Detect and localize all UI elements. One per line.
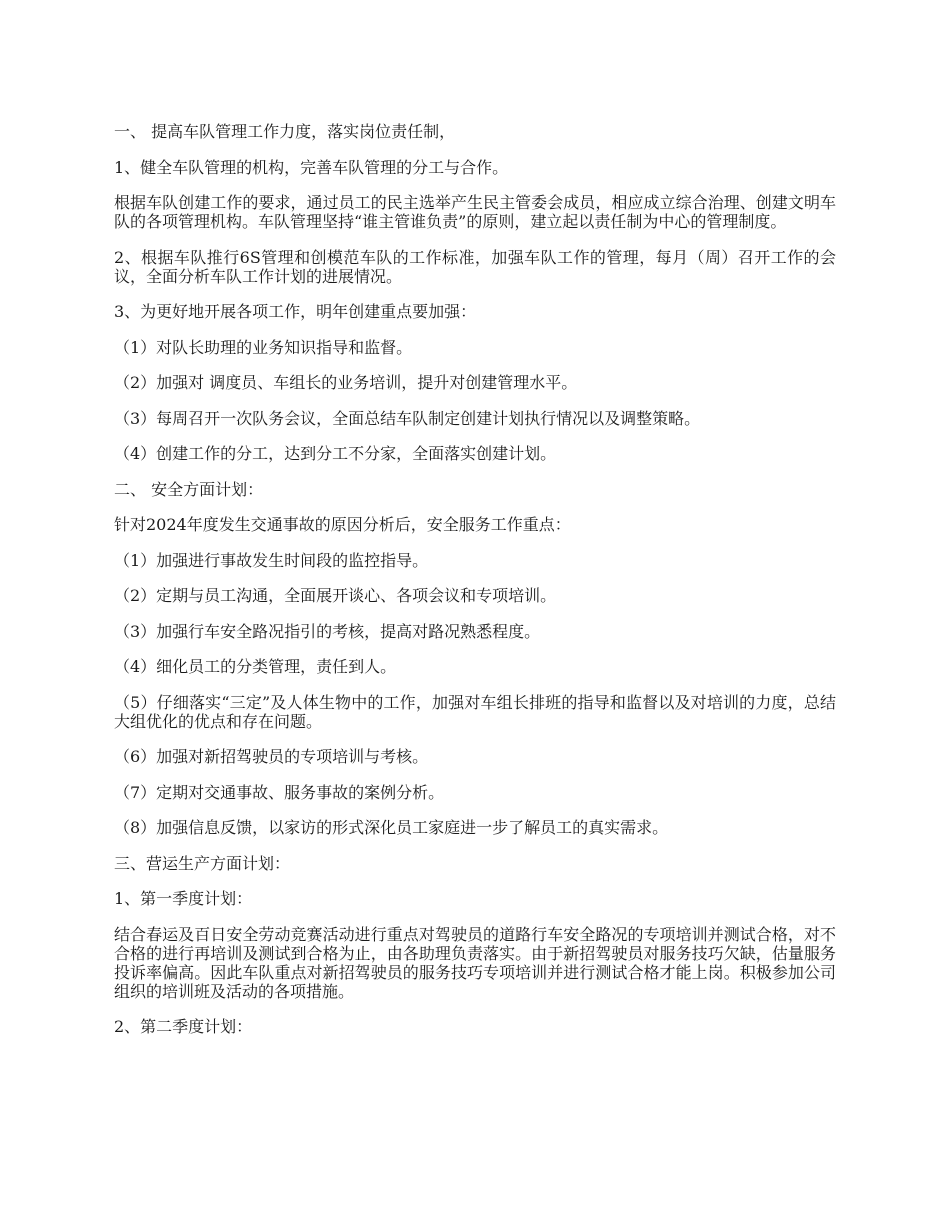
sub-heading-q2: 2、第二季度计划： [114,1017,253,1036]
item-3-heading: 3、为更好地开展各项工作，明年创建重点要加强： [114,302,477,321]
list-item: （1）对队长助理的业务知识指导和监督。 [114,337,413,357]
list-item: （3）每周召开一次队务会议，全面总结车队制定创建计划执行情况以及调整策略。 [114,408,701,428]
list-item: （7）定期对交通事故、服务事故的案例分析。 [114,782,445,802]
section-heading-3: 三、营运生产方面计划： [114,853,291,873]
list-item: （2）加强对 调度员、车组长的业务培训，提升对创建管理水平。 [114,373,578,392]
section-heading-1: 一、 提高车队管理工作力度，落实岗位责任制， [114,122,456,141]
list-item: （2）定期与员工沟通，全面展开谈心、各项会议和专项培训。 [114,586,557,605]
body-paragraph: 根据车队创建工作的要求，通过员工的民主选举产生民主管委会成员，相应成立综合治理、创建文明车队的各项管理机构。车队管理坚持“谁主管谁负责”的原则，建立起以责任制为中心的管理制度。 [114,193,836,231]
list-item: （4）细化员工的分类管理，责任到人。 [114,657,397,676]
body-paragraph: 结合春运及百日安全劳动竞赛活动进行重点对驾驶员的道路行车安全路况的专项培训并测试合格，对不合格的进行再培训及测试到合格为止，由各助理负责落实。由于新招驾驶员对服务技巧欠缺，估量服务投诉率偏高。因此车队重点对新招驾驶员的服务技巧专项培训并进行测试合格才能上岗。积极参加公司组织的培训班及活动的各项措施。 [114,924,836,1001]
item-2-paragraph: 2、根据车队推行6S管理和创模范车队的工作标准，加强车队工作的管理，每月（周）召开工作的会议，全面分析车队工作计划的进展情况。 [114,247,836,286]
list-item: （8）加强信息反馈，以家访的形式深化员工家庭进一步了解员工的真实需求。 [114,818,669,837]
list-item: （6）加强对新招驾驶员的专项培训与考核。 [114,747,429,766]
list-item: （1）加强进行事故发生时间段的监控指导。 [114,550,429,570]
sub-heading-q1: 1、第一季度计划： [114,889,253,908]
list-item: （4）创建工作的分工，达到分工不分家，全面落实创建计划。 [114,444,557,463]
item-1-heading: 1、健全车队管理的机构，完善车队管理的分工与合作。 [114,157,509,177]
section-heading-2: 二、 安全方面计划： [114,479,264,499]
document-page [114,122,836,1053]
body-paragraph: 针对2024年度发生交通事故的原因分析后，安全服务工作重点： [114,515,571,534]
list-item: （5）仔细落实“三定”及人体生物中的工作，加强对车组长排班的指导和监督以及对培训的力度，总结大组优化的优点和存在问题。 [114,692,836,731]
list-item: （3）加强行车安全路况指引的考核，提高对路况熟悉程度。 [114,621,541,641]
